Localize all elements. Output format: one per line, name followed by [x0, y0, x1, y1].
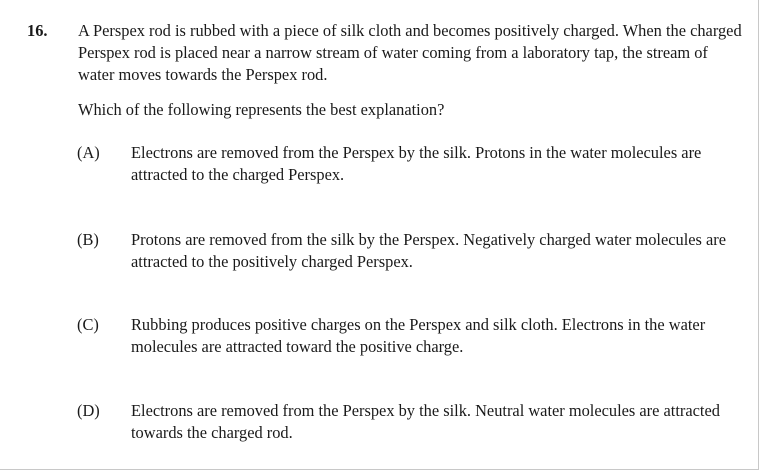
option-a-letter: (A)	[77, 143, 100, 162]
question-stem: A Perspex rod is rubbed with a piece of silk cloth and becomes positively charged. When the charged Perspex rod is placed near a narrow stream of water coming from a laboratory tap, the stream of water moves towards the Perspex rod.	[78, 21, 742, 84]
question-number: 16.	[27, 21, 48, 40]
option-a-text: Electrons are removed from the Perspex by the silk. Protons in the water molecules are attracted to the charged Perspex.	[131, 143, 702, 184]
option-d-letter: (D)	[77, 401, 100, 420]
option-c-text: Rubbing produces positive charges on the Perspex and silk cloth. Electrons in the water molecules are attracted toward the positive charge.	[131, 315, 706, 356]
question-prompt: Which of the following represents the best explanation?	[78, 100, 445, 119]
option-b-text: Protons are removed from the silk by the Perspex. Negatively charged water molecules are attracted to the positively charged Perspex.	[131, 230, 727, 271]
option-b-letter: (B)	[77, 230, 99, 249]
option-d-text: Electrons are removed from the Perspex by the silk. Neutral water molecules are attracted towards the charged rod.	[131, 401, 720, 442]
option-c-letter: (C)	[77, 315, 99, 334]
